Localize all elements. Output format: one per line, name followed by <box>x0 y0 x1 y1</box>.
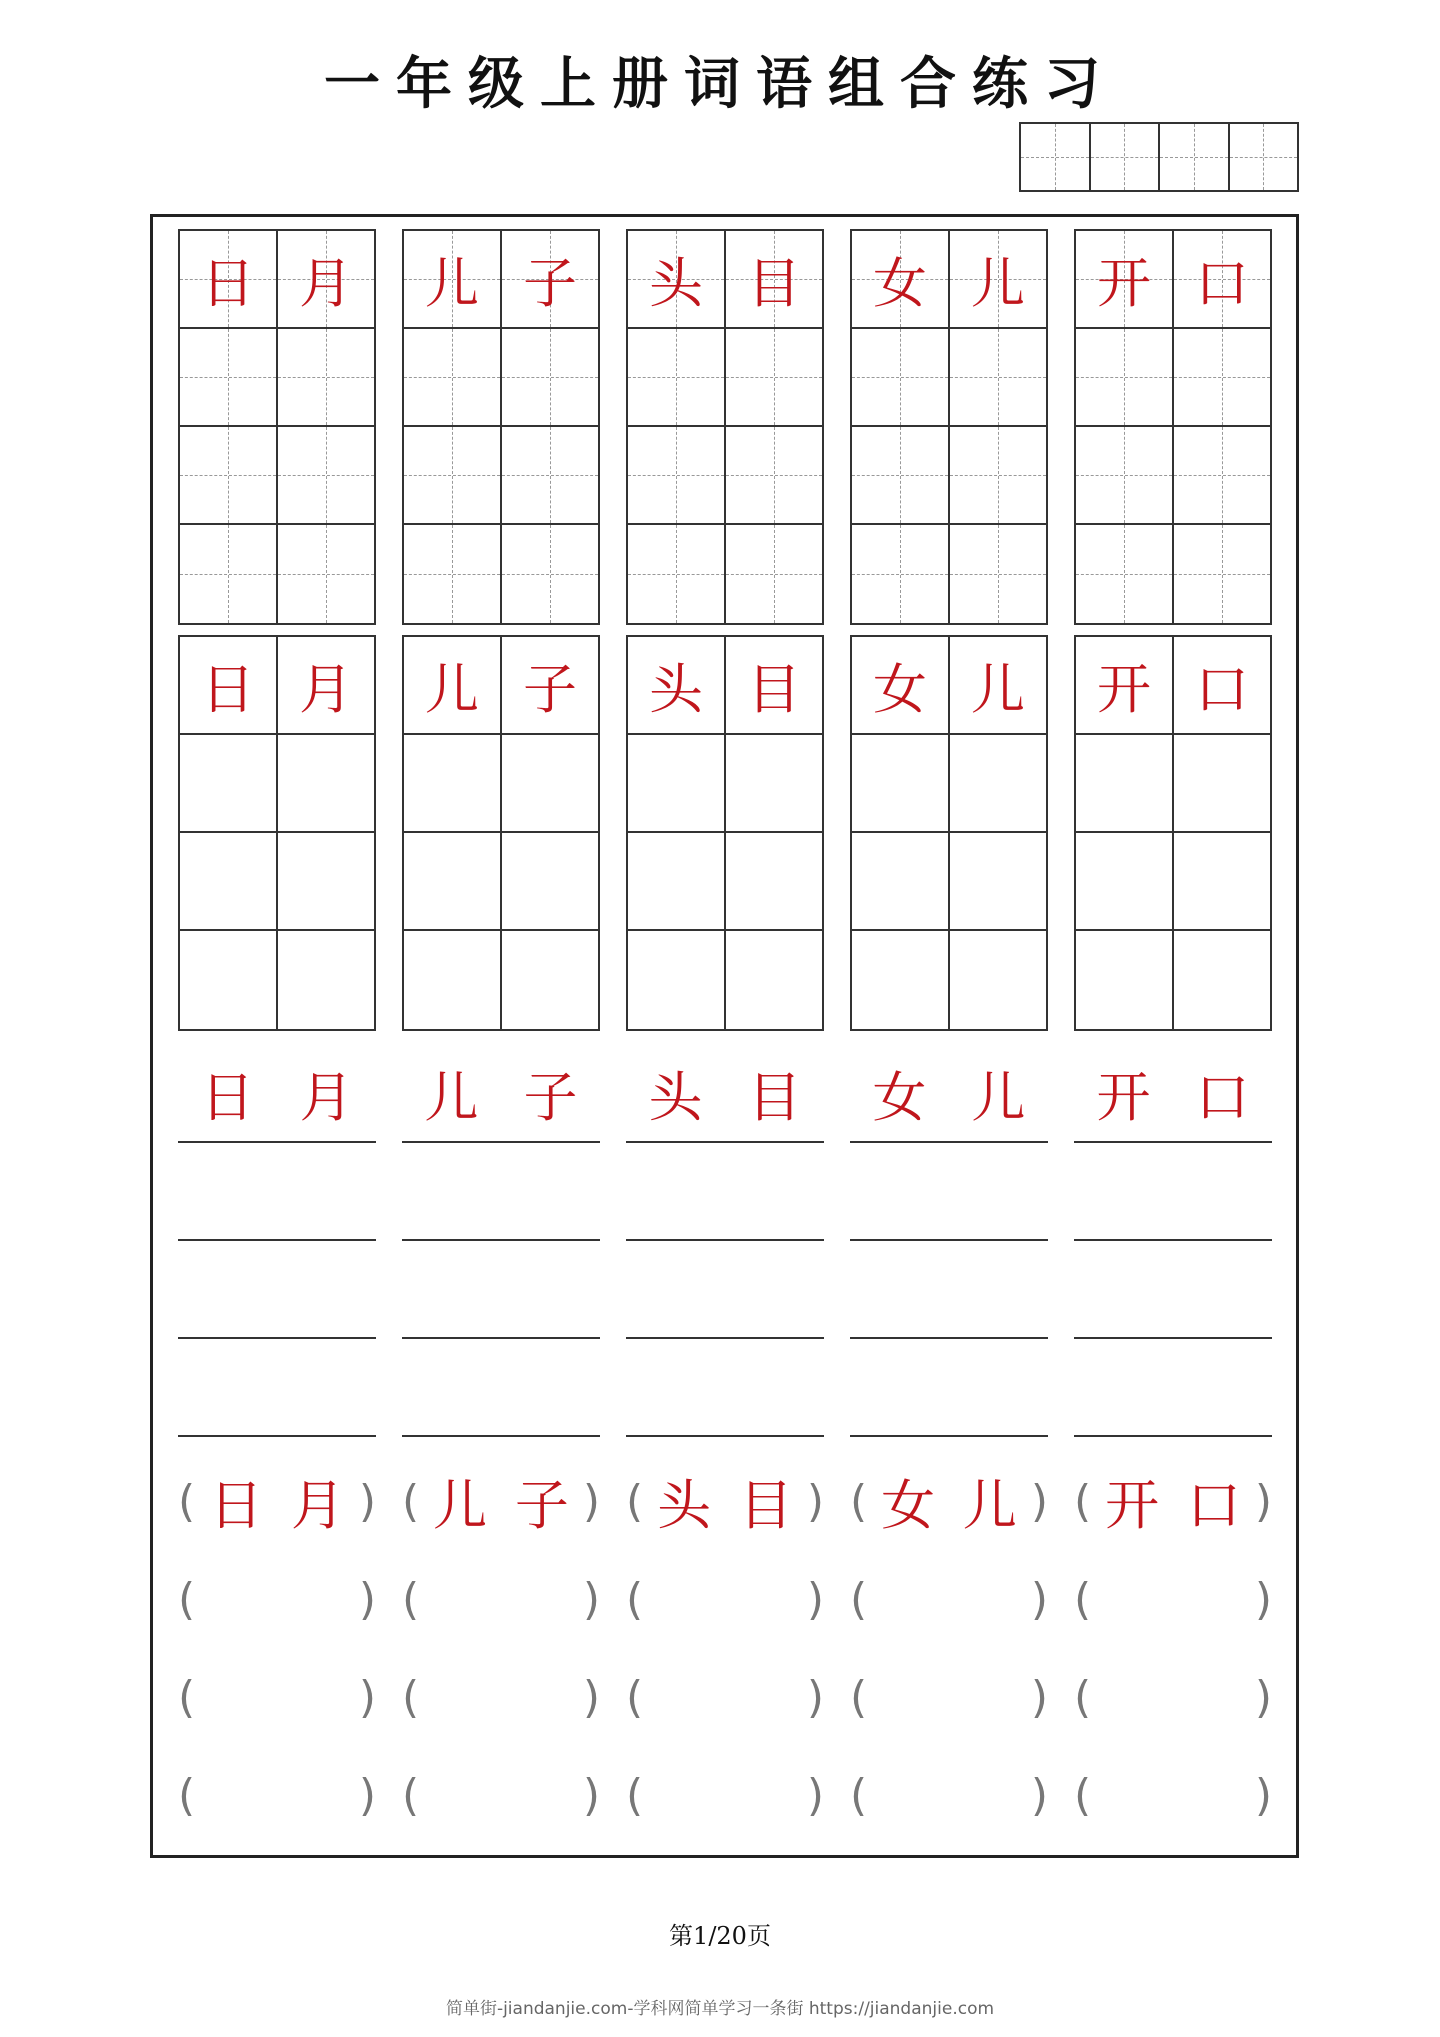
parenthesis-row <box>1074 1648 1272 1746</box>
close-paren: ) <box>358 1573 376 1625</box>
parenthesis-row <box>178 1550 376 1648</box>
writing-cell <box>726 427 822 523</box>
writing-cell <box>1076 833 1174 929</box>
underline-row <box>626 1143 824 1241</box>
underline-row <box>178 1045 376 1143</box>
open-paren: ( <box>1074 1671 1092 1723</box>
writing-cell <box>278 637 374 733</box>
writing-cell <box>852 231 950 327</box>
writing-cell <box>628 427 726 523</box>
underline-rows <box>1074 1045 1272 1437</box>
underline-row <box>850 1339 1048 1437</box>
open-paren: ( <box>850 1671 868 1723</box>
underline-row <box>626 1241 824 1339</box>
parenthesis-row <box>178 1746 376 1844</box>
writing-cell <box>852 637 950 733</box>
parenthesis-row <box>850 1648 1048 1746</box>
grid-row <box>404 637 598 735</box>
open-paren: ( <box>1074 1475 1092 1527</box>
writing-cell <box>852 931 950 1029</box>
grid-row <box>628 329 822 427</box>
underline-rows <box>402 1045 600 1437</box>
model-character: 日 <box>201 251 255 315</box>
model-character: 月 <box>290 1473 345 1537</box>
model-character: 女 <box>872 1065 927 1129</box>
grid-row <box>852 931 1046 1029</box>
underline-row <box>402 1241 600 1339</box>
open-paren: ( <box>626 1573 644 1625</box>
grid-row <box>1076 637 1270 735</box>
model-character: 目 <box>747 1065 802 1129</box>
parenthesis-rows <box>1074 1452 1272 1844</box>
close-paren: ) <box>806 1769 824 1821</box>
writing-cell <box>1076 735 1174 831</box>
parenthesis-row <box>1074 1746 1272 1844</box>
model-character: 头 <box>657 1473 712 1537</box>
model-character: 子 <box>514 1473 569 1537</box>
square-grid <box>850 635 1048 1031</box>
open-paren: ( <box>178 1671 196 1723</box>
writing-cell <box>628 833 726 929</box>
writing-cell <box>278 735 374 831</box>
writing-cell <box>628 329 726 425</box>
grid-row <box>1076 231 1270 329</box>
writing-cell <box>950 231 1046 327</box>
close-paren: ) <box>358 1475 376 1527</box>
underline-row <box>850 1045 1048 1143</box>
writing-cell <box>1076 329 1174 425</box>
parenthesis-row <box>626 1452 824 1550</box>
open-paren: ( <box>178 1573 196 1625</box>
writing-cell <box>1174 329 1270 425</box>
writing-cell <box>404 231 502 327</box>
square-grid <box>626 635 824 1031</box>
grid-row <box>628 427 822 525</box>
model-character: 头 <box>649 657 703 721</box>
model-character: 开 <box>1097 657 1151 721</box>
writing-cell <box>1174 231 1270 327</box>
writing-cell <box>726 637 822 733</box>
writing-cell <box>502 231 598 327</box>
model-character: 子 <box>523 657 577 721</box>
writing-cell <box>852 735 950 831</box>
grid-row <box>1076 735 1270 833</box>
grid-row <box>180 637 374 735</box>
close-paren: ) <box>806 1671 824 1723</box>
square-grid <box>1074 635 1272 1031</box>
parenthesis-rows <box>626 1452 824 1844</box>
writing-cell <box>1174 931 1270 1029</box>
grid-row <box>628 231 822 329</box>
parenthesis-row <box>850 1550 1048 1648</box>
writing-cell <box>502 525 598 623</box>
model-character: 目 <box>738 1473 793 1537</box>
underline-rows <box>178 1045 376 1437</box>
model-character: 儿 <box>425 251 479 315</box>
model-character: 儿 <box>971 1065 1026 1129</box>
page-title: 一年级上册词语组合练习 <box>324 52 1116 117</box>
tian-grid <box>178 229 376 625</box>
writing-cell <box>404 735 502 831</box>
grid-row <box>404 833 598 931</box>
writing-cell <box>628 735 726 831</box>
parenthesis-row <box>178 1452 376 1550</box>
model-character: 开 <box>1105 1473 1160 1537</box>
writing-cell <box>726 833 822 929</box>
writing-cell <box>852 329 950 425</box>
open-paren: ( <box>850 1475 868 1527</box>
writing-cell <box>628 525 726 623</box>
model-character: 子 <box>523 1065 578 1129</box>
grid-row <box>180 231 374 329</box>
writing-cell <box>180 525 278 623</box>
open-paren: ( <box>178 1475 196 1527</box>
writing-cell <box>1076 525 1174 623</box>
model-character: 头 <box>648 1065 703 1129</box>
close-paren: ) <box>1254 1769 1272 1821</box>
close-paren: ) <box>806 1475 824 1527</box>
grid-row <box>852 525 1046 623</box>
tian-grid <box>402 229 600 625</box>
header-writing-boxes <box>1019 122 1299 192</box>
writing-cell <box>950 833 1046 929</box>
open-paren: ( <box>1074 1769 1092 1821</box>
underline-row <box>402 1143 600 1241</box>
writing-cell <box>278 231 374 327</box>
writing-cell <box>1076 637 1174 733</box>
grid-row <box>1076 525 1270 623</box>
writing-cell <box>278 427 374 523</box>
writing-cell <box>278 931 374 1029</box>
writing-cell <box>950 735 1046 831</box>
writing-cell <box>180 231 278 327</box>
underline-row <box>1074 1339 1272 1437</box>
model-character: 子 <box>523 251 577 315</box>
underline-rows <box>850 1045 1048 1437</box>
underline-row <box>1074 1143 1272 1241</box>
tian-grid <box>626 229 824 625</box>
writing-cell <box>180 329 278 425</box>
open-paren: ( <box>402 1475 420 1527</box>
writing-cell <box>950 427 1046 523</box>
model-character: 儿 <box>433 1473 488 1537</box>
footer-text: 简单街-jiandanjie.com-学科网简单学习一条街 https://jiandanjie.com <box>445 1999 995 2019</box>
open-paren: ( <box>178 1769 196 1821</box>
model-character: 口 <box>1195 657 1249 721</box>
writing-cell <box>502 427 598 523</box>
writing-cell <box>1076 931 1174 1029</box>
writing-cell <box>726 931 822 1029</box>
parenthesis-row <box>626 1648 824 1746</box>
writing-cell <box>404 931 502 1029</box>
grid-row <box>404 735 598 833</box>
writing-cell <box>950 637 1046 733</box>
writing-cell <box>278 329 374 425</box>
writing-cell <box>852 833 950 929</box>
writing-cell <box>726 735 822 831</box>
grid-row <box>1076 427 1270 525</box>
writing-cell <box>726 329 822 425</box>
model-character: 口 <box>1186 1473 1241 1537</box>
writing-cell <box>180 931 278 1029</box>
writing-cell <box>502 329 598 425</box>
open-paren: ( <box>626 1671 644 1723</box>
open-paren: ( <box>402 1671 420 1723</box>
model-character: 口 <box>1195 1065 1250 1129</box>
underline-row <box>850 1241 1048 1339</box>
grid-row <box>404 931 598 1029</box>
header-box <box>1091 124 1161 190</box>
underline-row <box>402 1339 600 1437</box>
close-paren: ) <box>358 1671 376 1723</box>
grid-row <box>180 931 374 1029</box>
close-paren: ) <box>582 1769 600 1821</box>
grid-row <box>180 833 374 931</box>
parenthesis-row <box>402 1648 600 1746</box>
writing-cell <box>1174 427 1270 523</box>
grid-row <box>180 735 374 833</box>
square-grid <box>402 635 600 1031</box>
parenthesis-rows <box>178 1452 376 1844</box>
parenthesis-row <box>850 1452 1048 1550</box>
open-paren: ( <box>402 1769 420 1821</box>
close-paren: ) <box>1030 1573 1048 1625</box>
underline-row <box>850 1143 1048 1241</box>
parenthesis-row <box>402 1452 600 1550</box>
writing-cell <box>1076 231 1174 327</box>
close-paren: ) <box>358 1769 376 1821</box>
tian-grid <box>1074 229 1272 625</box>
grid-row <box>180 329 374 427</box>
grid-row <box>628 735 822 833</box>
close-paren: ) <box>582 1573 600 1625</box>
open-paren: ( <box>850 1769 868 1821</box>
writing-cell <box>278 833 374 929</box>
parenthesis-row <box>402 1550 600 1648</box>
writing-cell <box>180 637 278 733</box>
model-character: 儿 <box>962 1473 1017 1537</box>
grid-row <box>852 735 1046 833</box>
writing-cell <box>726 525 822 623</box>
writing-cell <box>404 637 502 733</box>
writing-cell <box>404 329 502 425</box>
grid-row <box>404 231 598 329</box>
writing-cell <box>502 931 598 1029</box>
underline-rows <box>626 1045 824 1437</box>
header-box <box>1021 124 1091 190</box>
header-box <box>1160 124 1230 190</box>
underline-row <box>1074 1045 1272 1143</box>
writing-cell <box>1174 833 1270 929</box>
grid-row <box>628 525 822 623</box>
writing-cell <box>852 427 950 523</box>
writing-cell <box>278 525 374 623</box>
writing-cell <box>404 833 502 929</box>
underline-row <box>402 1045 600 1143</box>
grid-row <box>628 931 822 1029</box>
model-character: 日 <box>201 657 255 721</box>
close-paren: ) <box>1254 1671 1272 1723</box>
open-paren: ( <box>1074 1573 1092 1625</box>
writing-cell <box>628 231 726 327</box>
writing-cell <box>950 931 1046 1029</box>
writing-cell <box>726 231 822 327</box>
header-box <box>1230 124 1298 190</box>
underline-row <box>1074 1241 1272 1339</box>
writing-cell <box>1076 427 1174 523</box>
grid-row <box>1076 931 1270 1029</box>
grid-row <box>404 329 598 427</box>
parenthesis-rows <box>402 1452 600 1844</box>
grid-row <box>852 833 1046 931</box>
writing-cell <box>180 427 278 523</box>
model-character: 头 <box>649 251 703 315</box>
grid-row <box>852 329 1046 427</box>
underline-row <box>626 1045 824 1143</box>
writing-cell <box>628 931 726 1029</box>
model-character: 开 <box>1096 1065 1151 1129</box>
parenthesis-row <box>626 1746 824 1844</box>
close-paren: ) <box>1254 1475 1272 1527</box>
grid-row <box>1076 329 1270 427</box>
close-paren: ) <box>1030 1769 1048 1821</box>
tian-grid <box>850 229 1048 625</box>
model-character: 儿 <box>971 251 1025 315</box>
writing-cell <box>628 637 726 733</box>
writing-cell <box>404 427 502 523</box>
writing-cell <box>404 525 502 623</box>
writing-cell <box>1174 637 1270 733</box>
grid-row <box>180 427 374 525</box>
close-paren: ) <box>1254 1573 1272 1625</box>
grid-row <box>628 833 822 931</box>
grid-row <box>852 637 1046 735</box>
model-character: 日 <box>209 1473 264 1537</box>
writing-cell <box>502 637 598 733</box>
open-paren: ( <box>626 1769 644 1821</box>
open-paren: ( <box>626 1475 644 1527</box>
model-character: 目 <box>747 657 801 721</box>
parenthesis-row <box>1074 1452 1272 1550</box>
writing-cell <box>502 833 598 929</box>
model-character: 月 <box>299 657 353 721</box>
model-character: 女 <box>873 657 927 721</box>
model-character: 儿 <box>424 1065 479 1129</box>
grid-row <box>852 231 1046 329</box>
model-character: 儿 <box>425 657 479 721</box>
grid-row <box>1076 833 1270 931</box>
writing-cell <box>1174 735 1270 831</box>
writing-cell <box>1174 525 1270 623</box>
close-paren: ) <box>1030 1671 1048 1723</box>
model-character: 开 <box>1097 251 1151 315</box>
grid-row <box>628 637 822 735</box>
model-character: 女 <box>881 1473 936 1537</box>
model-character: 目 <box>747 251 801 315</box>
model-character: 月 <box>299 1065 354 1129</box>
writing-cell <box>950 525 1046 623</box>
close-paren: ) <box>1030 1475 1048 1527</box>
underline-row <box>178 1241 376 1339</box>
model-character: 月 <box>299 251 353 315</box>
parenthesis-row <box>178 1648 376 1746</box>
parenthesis-row <box>1074 1550 1272 1648</box>
model-character: 女 <box>873 251 927 315</box>
model-character: 口 <box>1195 251 1249 315</box>
page-number: 第1/20页 <box>669 1922 771 1950</box>
underline-row <box>178 1143 376 1241</box>
parenthesis-row <box>402 1746 600 1844</box>
close-paren: ) <box>582 1671 600 1723</box>
open-paren: ( <box>850 1573 868 1625</box>
writing-cell <box>852 525 950 623</box>
parenthesis-row <box>626 1550 824 1648</box>
parenthesis-rows <box>850 1452 1048 1844</box>
grid-row <box>404 427 598 525</box>
parenthesis-row <box>850 1746 1048 1844</box>
underline-row <box>626 1339 824 1437</box>
writing-cell <box>950 329 1046 425</box>
close-paren: ) <box>582 1475 600 1527</box>
close-paren: ) <box>806 1573 824 1625</box>
model-character: 日 <box>200 1065 255 1129</box>
underline-row <box>178 1339 376 1437</box>
writing-cell <box>502 735 598 831</box>
square-grid <box>178 635 376 1031</box>
grid-row <box>404 525 598 623</box>
grid-row <box>852 427 1046 525</box>
writing-cell <box>180 833 278 929</box>
open-paren: ( <box>402 1573 420 1625</box>
grid-row <box>180 525 374 623</box>
model-character: 儿 <box>971 657 1025 721</box>
writing-cell <box>180 735 278 831</box>
